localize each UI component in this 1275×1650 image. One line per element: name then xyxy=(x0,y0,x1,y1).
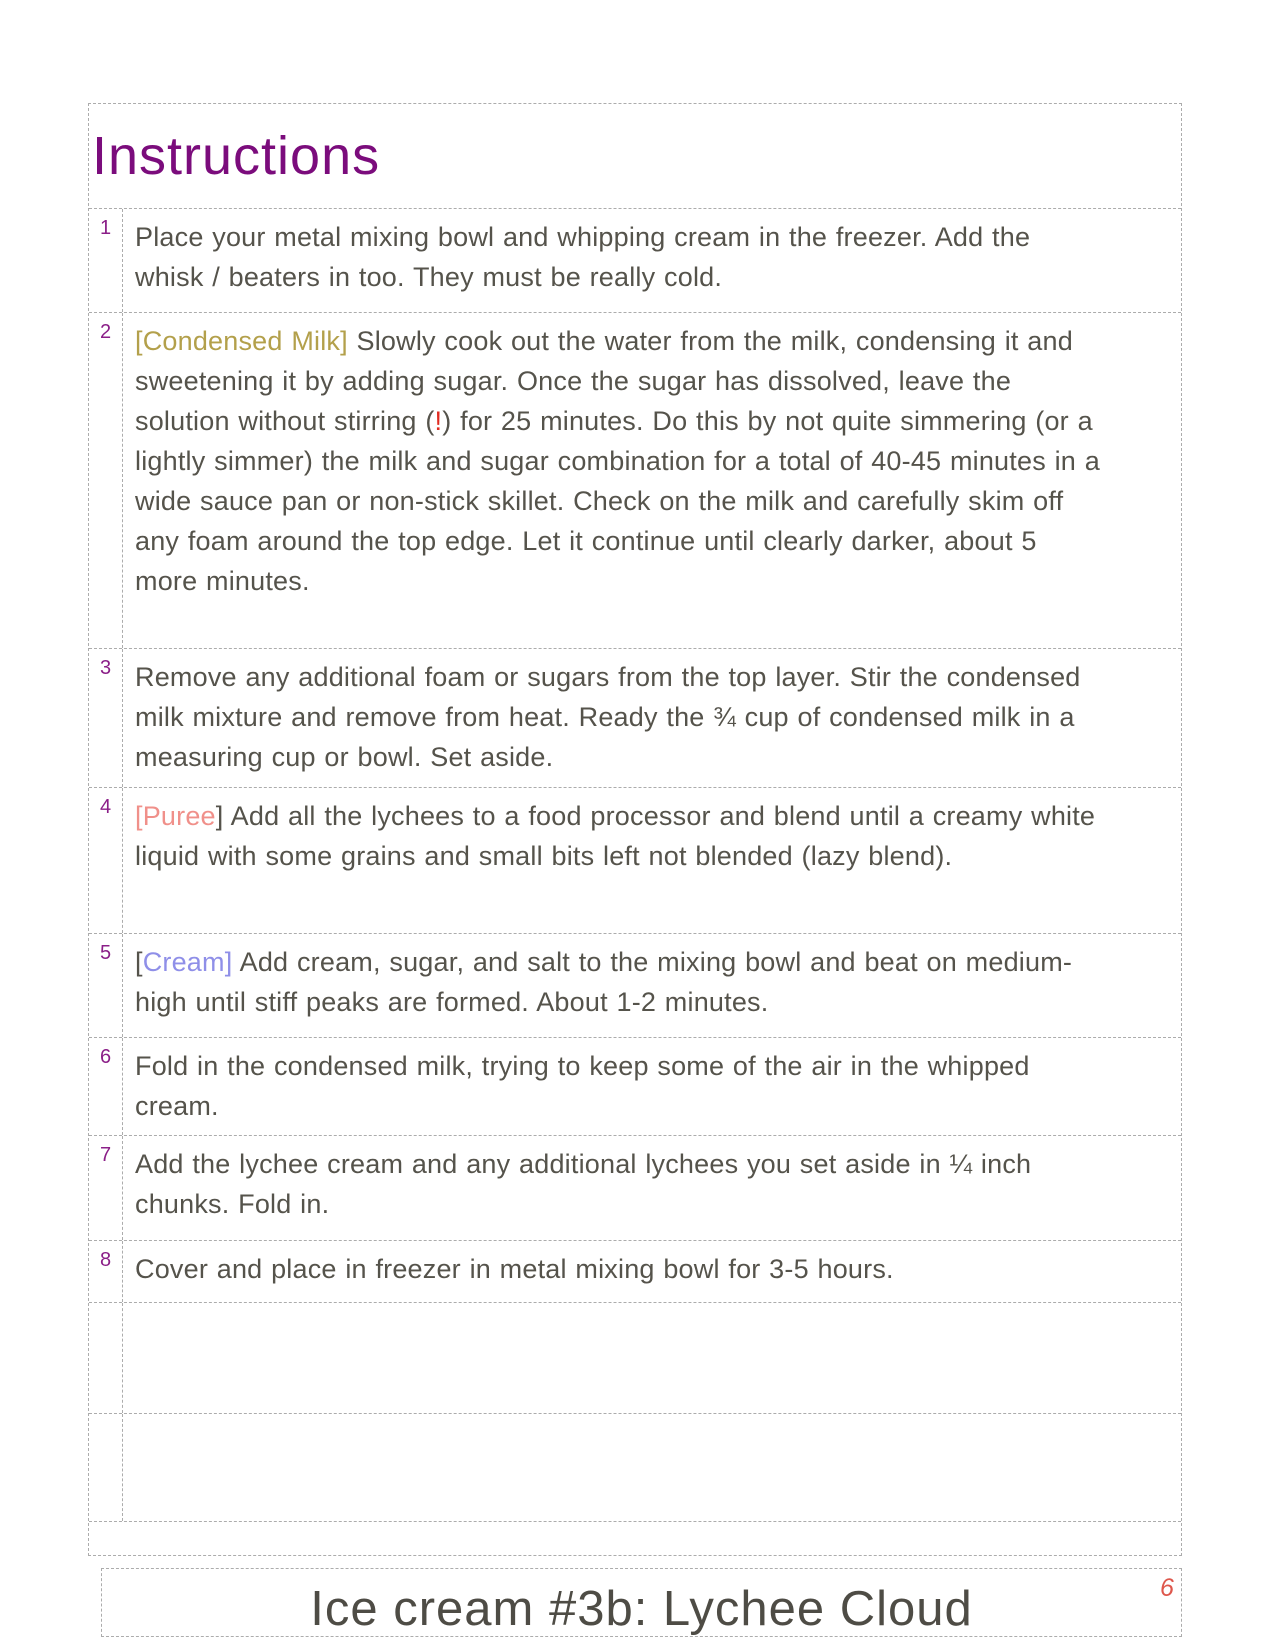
step-number: 5 xyxy=(89,934,123,1037)
footer-title: Ice cream #3b: Lychee Cloud xyxy=(310,1581,973,1636)
step-text xyxy=(123,1414,1133,1521)
page-number: 6 xyxy=(1160,1574,1174,1602)
step-text xyxy=(123,1136,1133,1240)
step-text xyxy=(123,209,1133,312)
steps-table xyxy=(89,208,1181,1521)
step-number xyxy=(89,1303,123,1413)
footer-title-placeholder xyxy=(101,1568,1182,1637)
table-tail xyxy=(89,1521,1181,1555)
step-text-segment: [Condensed Milk] xyxy=(135,326,348,356)
step-text-segment: ) for 25 minutes. Do this by not quite simmering (or a lightly simmer) the milk and sugar combination for a total of 40-45 minutes in a wide sauce pan or non-stick skillet. Check on the milk and carefully skim off any foam around the top edge. Let it continue until clearly darker, about 5 more minutes. xyxy=(135,406,1100,596)
step-number: 2 xyxy=(89,313,123,648)
step-text xyxy=(123,1303,1133,1413)
step-text-segment: Cream] xyxy=(142,947,233,977)
step-number: 3 xyxy=(89,649,123,787)
step-text-segment: [ xyxy=(135,947,143,977)
step-text xyxy=(123,313,1133,648)
step-text-segment: Add cream, sugar, and salt to the mixing bowl and beat on medium-high until stiff peaks are formed. About 1-2 minutes. xyxy=(135,947,1073,1017)
step-row-2 xyxy=(89,312,1181,648)
step-text-segment: Slowly cook out the water from the milk, condensing it and sweetening it by adding sugar. Once the sugar has dissolved, leave the solution without stirring ( xyxy=(135,326,1073,436)
step-text-segment: ] Add all the lychees to a food processor and blend until a creamy white liquid with some grains and small bits left not blended (lazy blend). xyxy=(135,801,1096,871)
empty-row xyxy=(89,1302,1181,1413)
step-number: 6 xyxy=(89,1038,123,1135)
step-row-8 xyxy=(89,1240,1181,1302)
step-text-segment: Cover and place in freezer in metal mixing bowl for 3-5 hours. xyxy=(135,1254,894,1284)
step-number xyxy=(89,1414,123,1521)
step-text xyxy=(123,649,1133,787)
instructions-placeholder xyxy=(88,103,1182,1556)
step-row-3 xyxy=(89,648,1181,787)
step-text xyxy=(123,1241,1133,1302)
step-number: 4 xyxy=(89,788,123,933)
step-text-segment: ! xyxy=(434,406,443,436)
step-text xyxy=(123,788,1133,933)
step-number: 8 xyxy=(89,1241,123,1302)
step-text-segment: Remove any additional foam or sugars from the top layer. Stir the condensed milk mixture and remove from heat. Ready the ¾ cup of condensed milk in a measuring cup or bowl. Set aside. xyxy=(135,662,1081,772)
step-number: 7 xyxy=(89,1136,123,1240)
step-row-7 xyxy=(89,1135,1181,1240)
step-number: 1 xyxy=(89,209,123,312)
step-text-segment: Add the lychee cream and any additional lychees you set aside in ¼ inch chunks. Fold in. xyxy=(135,1149,1032,1219)
step-text xyxy=(123,1038,1133,1135)
step-row-5 xyxy=(89,933,1181,1037)
step-row-4 xyxy=(89,787,1181,933)
step-text-segment: Place your metal mixing bowl and whipping cream in the freezer. Add the whisk / beaters in too. They must be really cold. xyxy=(135,222,1031,292)
empty-row xyxy=(89,1413,1181,1521)
title-block xyxy=(89,104,1181,208)
step-text-segment: [Puree xyxy=(135,801,216,831)
step-row-6 xyxy=(89,1037,1181,1135)
step-row-1 xyxy=(89,208,1181,312)
step-text xyxy=(123,934,1133,1037)
step-text-segment: Fold in the condensed milk, trying to keep some of the air in the whipped cream. xyxy=(135,1051,1030,1121)
page-title: Instructions xyxy=(92,126,381,186)
